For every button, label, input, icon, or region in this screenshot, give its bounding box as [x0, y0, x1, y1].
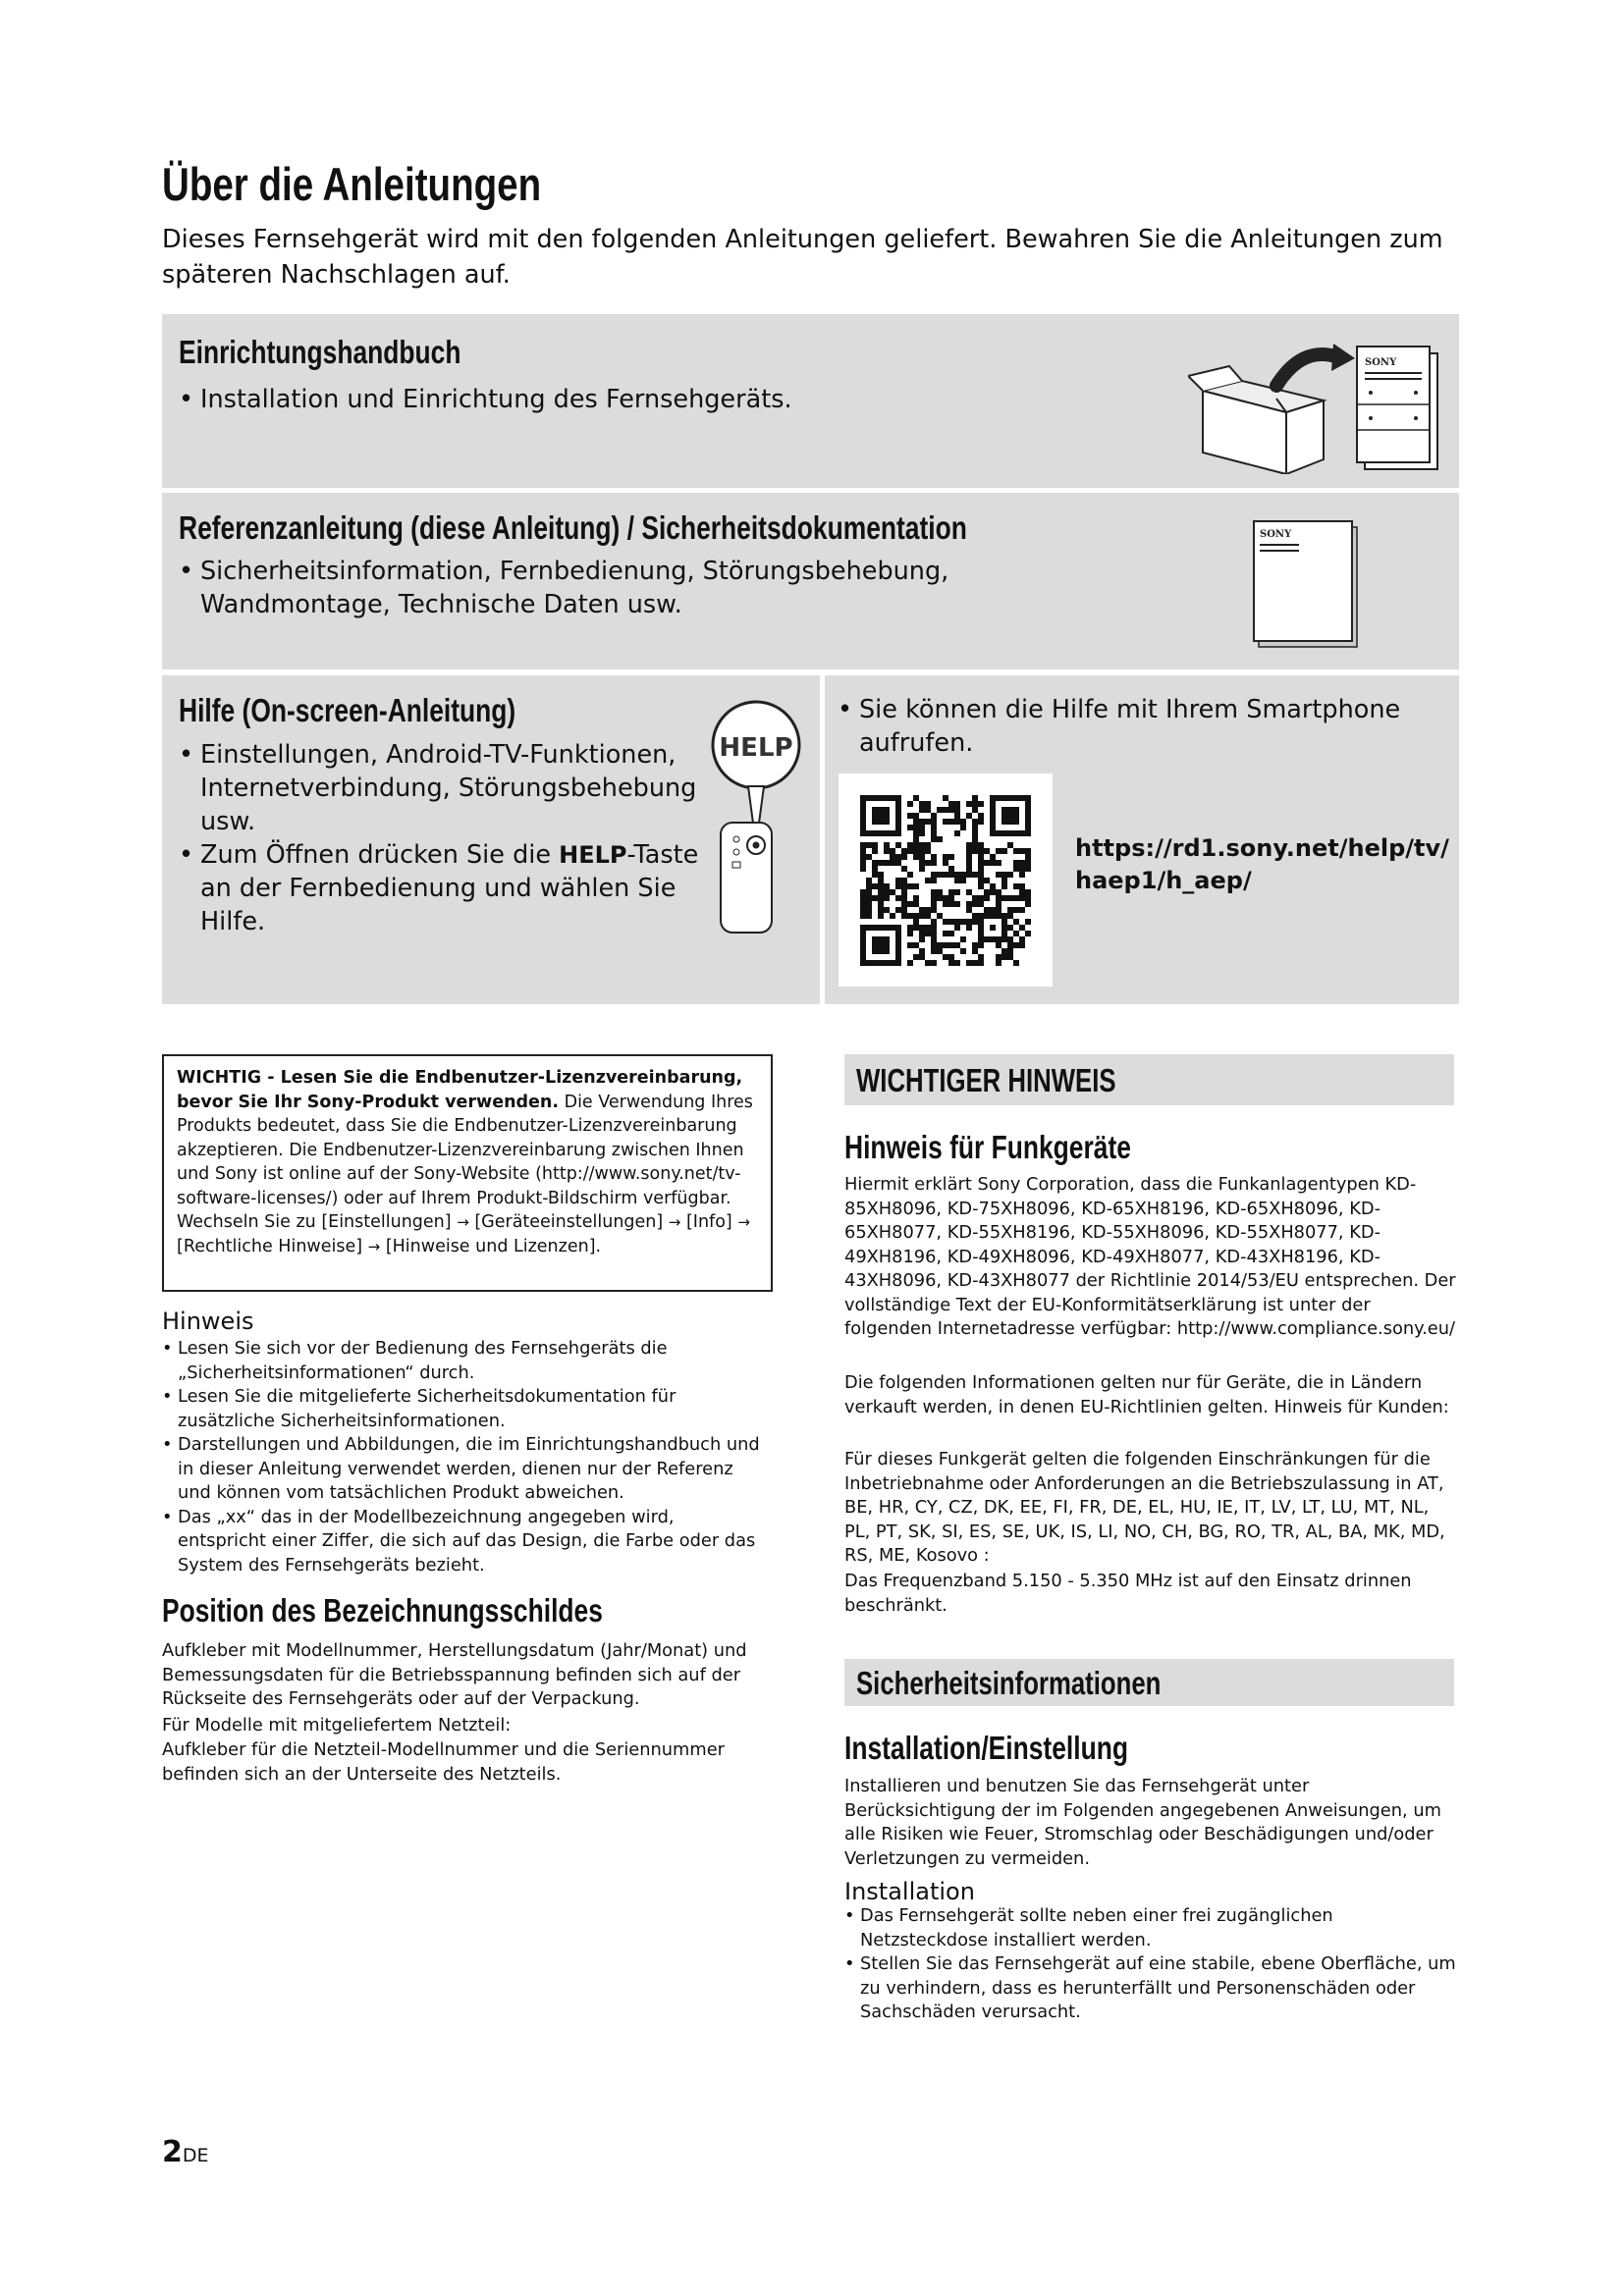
sicherheitsinformationen-title: Sicherheitsinformationen [856, 1665, 1162, 1701]
reference-manual-box [162, 493, 1459, 669]
help-key-label: HELP [559, 841, 627, 869]
funkgeraete-text-1: Hiermit erklärt Sony Corporation, dass die Funkanlagentypen KD-85XH8096, KD-75XH8096, KD-65XH8196, KD-65XH8096, KD-65XH8077, KD-55XH8196, KD-55XH8096, KD-55XH8077, KD-49XH8196, KD-49XH8096, KD-49XH8077, KD-43XH8196, KD-43XH8096, KD-43XH8077 der Richtlinie 2014/53/EU entsprechen. Der vollständige Text der EU-Konformitätserklärung ist unter der folgenden Internetadresse verfügbar: http://www.compliance.sony.eu/ [844, 1174, 1456, 1339]
installation-einstellung-heading: Installation/Einstellung [844, 1730, 1128, 1766]
funkgeraete-text-2: Die folgenden Informationen gelten nur für Geräte, die in Ländern verkauft werden, in denen EU-Richtlinien gelten. Hinweis für Kunden: [844, 1372, 1449, 1417]
eula-notice-text: Die Verwendung Ihres Produkts bedeutet, dass Sie die Endbenutzer-Lizenzvereinbarung akzeptieren. Die Endbenutzer-Lizenzvereinbarung zwischen Ihnen und Sony ist online auf der Sony-Website (http://www.sony.net/tv-software-licenses/) oder auf Ihrem Produkt-Bildschirm verfügbar. Wechseln Sie zu [177, 1092, 753, 1232]
eula-notice-strong: WICHTIG - Lesen Sie die Endbenutzer-Lizenzvereinbarung, bevor Sie Ihr Sony-Produkt verwenden. [177, 1068, 743, 1112]
list-item: • Lesen Sie die mitgelieferte Sicherheitsdokumentation für zusätzliche Sicherheitsinformationen. [162, 1385, 766, 1433]
page-number [162, 2135, 209, 2169]
menu-path-4: [Rechtliche Hinweise] [177, 1236, 363, 1256]
help-bullet-2: • Zum Öffnen drücken Sie die HELP-Taste an der Fernbedienung und wählen Sie Hilfe. [179, 840, 699, 936]
help-box [162, 675, 820, 1004]
list-item: • Das Fernsehgerät sollte neben einer frei zugänglichen Netzsteckdose installiert werden. [844, 1904, 1459, 1952]
installation-subheading: Installation [844, 1878, 975, 1905]
page-number-value: 2 [162, 2135, 183, 2169]
funkgeraete-text-3: Für dieses Funkgerät gelten die folgenden Einschränkungen für die Inbetriebnahme oder Anforderungen an die Betriebszulassung in AT, BE, HR, CY, CZ, DK, EE, FI, FR, DE, EL, HU, IE, IT, LV, LT, LU, MT, NL, PL, PT, SK, SI, ES, SE, UK, IS, LI, NO, CH, BG, RO, TR, AL, BA, MK, MD, RS, ME, Kosovo : [844, 1449, 1445, 1566]
booklet-icon [1252, 517, 1360, 650]
setup-manual-box [162, 314, 1459, 488]
arrow-right-icon: → [737, 1213, 750, 1231]
list-item: • Lesen Sie sich vor der Bedienung des Fernsehgeräts die „Sicherheitsinformationen“ durch. [162, 1337, 766, 1385]
qr-code-icon [860, 795, 1031, 966]
menu-path-1: [Einstellungen] [321, 1212, 452, 1232]
box-and-manual-icon [1188, 342, 1453, 474]
position-heading: Position des Bezeichnungsschildes [162, 1592, 603, 1629]
smartphone-help-box [825, 675, 1459, 1004]
hinweis-list [162, 1337, 766, 1577]
help-url-line-2: haep1/h_aep/ [1075, 867, 1252, 894]
list-item: • Darstellungen und Abbildungen, die im Einrichtungshandbuch und in dieser Anleitung verwendet werden, dienen nur der Referenz und können vom tatsächlichen Produkt abweichen. [162, 1433, 766, 1506]
position-text-3: Aufkleber für die Netzteil-Modellnummer und die Seriennummer befinden sich an der Unterseite des Netzteils. [162, 1739, 725, 1785]
arrow-right-icon: → [668, 1213, 681, 1231]
intro-text: Dieses Fernsehgerät wird mit den folgenden Anleitungen geliefert. Bewahren Sie die Anleitungen zum späteren Nachschlagen auf. [162, 225, 1443, 290]
help-url-line-1: https://rd1.sony.net/help/tv/ [1075, 834, 1449, 862]
setup-manual-bullet: • Installation und Einrichtung des Fernsehgeräts. [179, 385, 792, 414]
page-title: Über die Anleitungen [162, 158, 542, 210]
smartphone-bullet: • Sie können die Hilfe mit Ihrem Smartphone aufrufen. [838, 695, 1401, 758]
hinweis-heading: Hinweis [162, 1308, 254, 1335]
funkgeraete-text-4: Das Frequenzband 5.150 - 5.350 MHz ist auf den Einsatz drinnen beschränkt. [844, 1571, 1412, 1616]
page-language: DE [182, 2145, 209, 2166]
arrow-right-icon: → [457, 1213, 469, 1231]
svg-text:SONY: SONY [1260, 529, 1292, 540]
funkgeraete-heading: Hinweis für Funkgeräte [844, 1129, 1131, 1165]
menu-path-2: [Geräteeinstellungen] [474, 1212, 664, 1232]
position-text-1: Aufkleber mit Modellnummer, Herstellungsdatum (Jahr/Monat) und Bemessungsdaten für die Betriebsspannung befinden sich auf der Rückseite des Fernsehgeräts oder auf der Verpackung. [162, 1640, 747, 1709]
sicherheitsinformationen-band [844, 1659, 1454, 1706]
list-item: • Stellen Sie das Fernsehgerät auf eine stabile, ebene Oberfläche, um zu verhindern, dass es herunterfällt und Personenschäden oder Sachschäden verursacht. [844, 1952, 1459, 2025]
reference-manual-heading: Referenzanleitung (diese Anleitung) / Sicherheitsdokumentation [179, 509, 967, 546]
help-bullet-1: • Einstellungen, Android-TV-Funktionen, Internetverbindung, Störungsbehebung usw. [179, 740, 697, 836]
menu-path-5: [Hinweise und Lizenzen]. [385, 1236, 602, 1256]
installation-list [844, 1904, 1459, 2025]
installation-einstellung-text: Installieren und benutzen Sie das Fernsehgerät unter Berücksichtigung der im Folgenden angegebenen Anweisungen, um alle Risiken wie Feuer, Stromschlag oder Beschädigungen und/oder Verletzungen zu vermeiden. [844, 1776, 1441, 1869]
setup-manual-heading: Einrichtungshandbuch [179, 334, 461, 370]
menu-path-3: [Info] [685, 1212, 732, 1232]
wichtiger-hinweis-title: WICHTIGER HINWEIS [856, 1062, 1116, 1098]
position-text-2: Für Modelle mit mitgeliefertem Netzteil: [162, 1715, 512, 1735]
svg-text:SONY: SONY [1365, 357, 1397, 368]
wichtiger-hinweis-band [844, 1054, 1454, 1105]
eula-notice [162, 1054, 773, 1292]
help-url [1075, 832, 1449, 897]
arrow-right-icon: → [367, 1237, 381, 1255]
remote-control-icon [707, 700, 805, 935]
reference-manual-bullet: • Sicherheitsinformation, Fernbedienung, Störungsbehebung, Wandmontage, Technische Daten usw. [179, 557, 949, 619]
svg-text:HELP: HELP [719, 733, 793, 763]
qr-panel [839, 774, 1053, 987]
list-item: • Das „xx“ das in der Modellbezeichnung angegeben wird, entspricht einer Ziffer, die sich auf das Design, die Farbe oder das System des Fernsehgeräts bezieht. [162, 1506, 766, 1578]
help-heading: Hilfe (On-screen-Anleitung) [179, 692, 516, 728]
